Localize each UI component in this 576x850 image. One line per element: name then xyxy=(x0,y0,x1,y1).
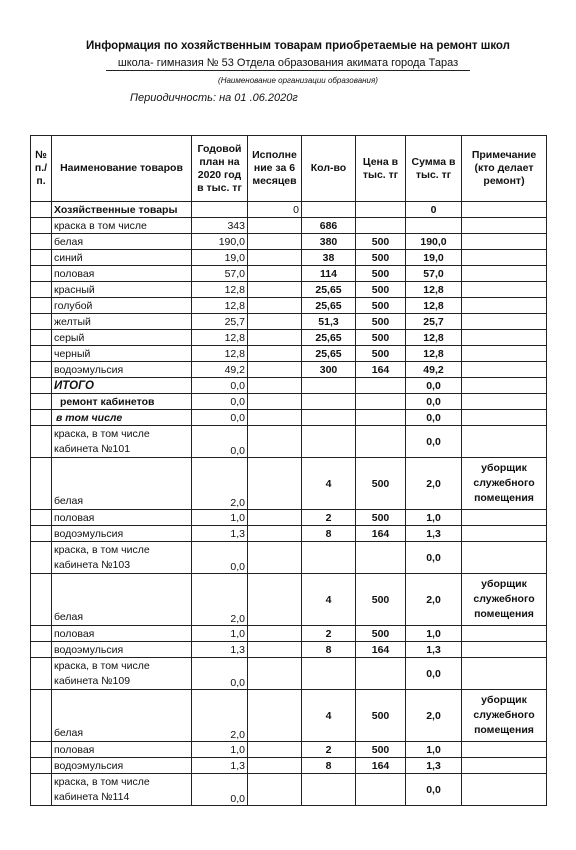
cell-sum: 1,0 xyxy=(406,510,462,526)
cell-sum: 1,0 xyxy=(406,626,462,642)
cell-number xyxy=(31,758,52,774)
col-header-note: Примечание (кто делает ремонт) xyxy=(462,136,547,202)
cell-name: водоэмульсия xyxy=(52,758,192,774)
table-row xyxy=(31,218,547,234)
cell-name: ремонт кабинетов xyxy=(52,394,192,410)
cell-note xyxy=(462,542,547,574)
cell-sum: 0,0 xyxy=(406,426,462,458)
organization-name xyxy=(0,57,576,69)
cell-price xyxy=(356,658,406,690)
cell-quantity: 25,65 xyxy=(302,298,356,314)
cell-execution xyxy=(248,314,302,330)
cell-execution xyxy=(248,346,302,362)
cell-sum: 57,0 xyxy=(406,266,462,282)
cell-price: 164 xyxy=(356,642,406,658)
table-row xyxy=(31,314,547,330)
cell-price: 164 xyxy=(356,758,406,774)
table-row xyxy=(31,774,547,806)
cell-name: синий xyxy=(52,250,192,266)
table-row xyxy=(31,410,547,426)
cell-plan: 0,0 xyxy=(192,426,248,458)
cell-number xyxy=(31,742,52,758)
cell-price xyxy=(356,378,406,394)
cell-quantity xyxy=(302,774,356,806)
table-row xyxy=(31,426,547,458)
cell-note xyxy=(462,362,547,378)
cell-name: ИТОГО xyxy=(52,378,192,394)
cell-name: водоэмульсия xyxy=(52,362,192,378)
cell-note xyxy=(462,526,547,542)
cell-quantity: 2 xyxy=(302,510,356,526)
cell-sum xyxy=(406,218,462,234)
table-row xyxy=(31,378,547,394)
cell-note xyxy=(462,774,547,806)
cell-price: 500 xyxy=(356,314,406,330)
table-row xyxy=(31,542,547,574)
cell-name: краска, в том числе кабинета №101 xyxy=(52,426,192,458)
goods-table xyxy=(30,135,547,806)
cell-plan: 25,7 xyxy=(192,314,248,330)
cell-quantity xyxy=(302,202,356,218)
cell-sum: 12,8 xyxy=(406,282,462,298)
cell-sum: 0 xyxy=(406,202,462,218)
cell-number xyxy=(31,314,52,330)
col-header-quantity: Кол-во xyxy=(302,136,356,202)
cell-plan: 2,0 xyxy=(192,574,248,626)
cell-plan: 12,8 xyxy=(192,282,248,298)
cell-sum: 1,3 xyxy=(406,526,462,542)
cell-execution xyxy=(248,742,302,758)
col-header-price: Цена в тыс. тг xyxy=(356,136,406,202)
cell-execution xyxy=(248,250,302,266)
cell-sum: 25,7 xyxy=(406,314,462,330)
cell-number xyxy=(31,626,52,642)
cell-quantity: 114 xyxy=(302,266,356,282)
cell-quantity: 25,65 xyxy=(302,346,356,362)
cell-plan: 0,0 xyxy=(192,774,248,806)
table-row xyxy=(31,346,547,362)
cell-note xyxy=(462,626,547,642)
cell-note: уборщик служебного помещения xyxy=(462,458,547,510)
cell-execution: 0 xyxy=(248,202,302,218)
table-row xyxy=(31,234,547,250)
cell-plan: 19,0 xyxy=(192,250,248,266)
cell-name: красный xyxy=(52,282,192,298)
cell-sum: 2,0 xyxy=(406,574,462,626)
cell-quantity: 2 xyxy=(302,742,356,758)
cell-plan: 49,2 xyxy=(192,362,248,378)
cell-quantity xyxy=(302,426,356,458)
cell-name: желтый xyxy=(52,314,192,330)
cell-execution xyxy=(248,658,302,690)
col-header-name: Наименование товаров xyxy=(52,136,192,202)
cell-quantity: 8 xyxy=(302,642,356,658)
cell-note: уборщик служебного помещения xyxy=(462,574,547,626)
cell-execution xyxy=(248,218,302,234)
cell-name: черный xyxy=(52,346,192,362)
cell-quantity xyxy=(302,658,356,690)
table-row xyxy=(31,362,547,378)
cell-plan: 1,3 xyxy=(192,526,248,542)
cell-price: 500 xyxy=(356,510,406,526)
cell-number xyxy=(31,658,52,690)
cell-number xyxy=(31,458,52,510)
cell-price: 500 xyxy=(356,330,406,346)
col-header-plan: Годовой план на 2020 год в тыс. тг xyxy=(192,136,248,202)
cell-execution xyxy=(248,574,302,626)
cell-note xyxy=(462,642,547,658)
table-row xyxy=(31,458,547,510)
cell-quantity: 25,65 xyxy=(302,330,356,346)
cell-number xyxy=(31,362,52,378)
cell-plan xyxy=(192,202,248,218)
cell-name: половая xyxy=(52,266,192,282)
cell-name: половая xyxy=(52,626,192,642)
cell-execution xyxy=(248,362,302,378)
cell-sum: 0,0 xyxy=(406,542,462,574)
cell-number xyxy=(31,526,52,542)
cell-plan: 2,0 xyxy=(192,690,248,742)
cell-name: половая xyxy=(52,742,192,758)
cell-plan: 0,0 xyxy=(192,410,248,426)
cell-price: 500 xyxy=(356,250,406,266)
cell-quantity: 38 xyxy=(302,250,356,266)
cell-plan: 0,0 xyxy=(192,378,248,394)
cell-note xyxy=(462,266,547,282)
cell-plan: 1,3 xyxy=(192,642,248,658)
cell-quantity: 4 xyxy=(302,690,356,742)
cell-name: краска, в том числе кабинета №103 xyxy=(52,542,192,574)
cell-number xyxy=(31,426,52,458)
cell-price xyxy=(356,774,406,806)
table-row xyxy=(31,266,547,282)
cell-sum: 0,0 xyxy=(406,774,462,806)
cell-name: краска, в том числе кабинета №114 xyxy=(52,774,192,806)
cell-price: 500 xyxy=(356,234,406,250)
organization-name-text: школа- гимназия № 53 Отдела образования акимата города Тараз xyxy=(106,57,470,71)
cell-execution xyxy=(248,378,302,394)
cell-sum: 19,0 xyxy=(406,250,462,266)
cell-price: 500 xyxy=(356,282,406,298)
cell-number xyxy=(31,510,52,526)
cell-sum: 0,0 xyxy=(406,658,462,690)
table-header-row xyxy=(31,136,547,202)
cell-quantity: 4 xyxy=(302,458,356,510)
cell-number xyxy=(31,774,52,806)
cell-note xyxy=(462,250,547,266)
cell-quantity xyxy=(302,542,356,574)
cell-plan: 12,8 xyxy=(192,330,248,346)
cell-quantity: 2 xyxy=(302,626,356,642)
table-row xyxy=(31,282,547,298)
cell-price: 500 xyxy=(356,626,406,642)
table-row xyxy=(31,690,547,742)
cell-sum: 12,8 xyxy=(406,298,462,314)
cell-sum: 2,0 xyxy=(406,458,462,510)
document-title: Информация по хозяйственным товарам приобретаемые на ремонт школ xyxy=(86,40,510,52)
cell-quantity: 4 xyxy=(302,574,356,626)
table-row xyxy=(31,626,547,642)
table-row xyxy=(31,742,547,758)
cell-note xyxy=(462,426,547,458)
cell-execution xyxy=(248,758,302,774)
table-body xyxy=(31,202,547,806)
cell-price: 500 xyxy=(356,742,406,758)
cell-note xyxy=(462,410,547,426)
cell-execution xyxy=(248,542,302,574)
cell-execution xyxy=(248,458,302,510)
cell-note xyxy=(462,510,547,526)
cell-number xyxy=(31,394,52,410)
cell-plan: 190,0 xyxy=(192,234,248,250)
cell-name: краска, в том числе кабинета №109 xyxy=(52,658,192,690)
cell-note xyxy=(462,202,547,218)
cell-number xyxy=(31,410,52,426)
cell-number xyxy=(31,346,52,362)
cell-quantity: 25,65 xyxy=(302,282,356,298)
cell-name: белая xyxy=(52,458,192,510)
table-row xyxy=(31,658,547,690)
cell-execution xyxy=(248,234,302,250)
cell-execution xyxy=(248,626,302,642)
cell-price xyxy=(356,542,406,574)
col-header-number: № п./п. xyxy=(31,136,52,202)
cell-name: водоэмульсия xyxy=(52,642,192,658)
cell-plan: 12,8 xyxy=(192,298,248,314)
cell-execution xyxy=(248,298,302,314)
cell-quantity xyxy=(302,394,356,410)
cell-sum: 12,8 xyxy=(406,346,462,362)
cell-name: водоэмульсия xyxy=(52,526,192,542)
cell-plan: 1,3 xyxy=(192,758,248,774)
cell-number xyxy=(31,266,52,282)
cell-sum: 1,3 xyxy=(406,758,462,774)
cell-name: белая xyxy=(52,690,192,742)
cell-note xyxy=(462,218,547,234)
cell-name: голубой xyxy=(52,298,192,314)
cell-number xyxy=(31,202,52,218)
cell-sum: 1,0 xyxy=(406,742,462,758)
cell-number xyxy=(31,574,52,626)
cell-execution xyxy=(248,774,302,806)
cell-plan: 0,0 xyxy=(192,658,248,690)
cell-plan: 1,0 xyxy=(192,510,248,526)
cell-quantity: 8 xyxy=(302,758,356,774)
cell-price: 164 xyxy=(356,526,406,542)
cell-plan: 1,0 xyxy=(192,626,248,642)
cell-note xyxy=(462,394,547,410)
cell-price: 164 xyxy=(356,362,406,378)
cell-price: 500 xyxy=(356,266,406,282)
col-header-execution: Исполне ние за 6 месяцев xyxy=(248,136,302,202)
cell-execution xyxy=(248,410,302,426)
cell-name: белая xyxy=(52,234,192,250)
cell-quantity: 8 xyxy=(302,526,356,542)
table-row xyxy=(31,298,547,314)
cell-note xyxy=(462,314,547,330)
cell-name: в том числе xyxy=(52,410,192,426)
cell-number xyxy=(31,542,52,574)
cell-execution xyxy=(248,526,302,542)
table-row xyxy=(31,758,547,774)
table-row xyxy=(31,330,547,346)
cell-execution xyxy=(248,690,302,742)
cell-execution xyxy=(248,330,302,346)
cell-note xyxy=(462,758,547,774)
cell-plan: 12,8 xyxy=(192,346,248,362)
cell-quantity xyxy=(302,378,356,394)
cell-plan: 1,0 xyxy=(192,742,248,758)
cell-number xyxy=(31,234,52,250)
cell-execution xyxy=(248,642,302,658)
cell-name: половая xyxy=(52,510,192,526)
cell-note xyxy=(462,658,547,690)
cell-sum: 0,0 xyxy=(406,394,462,410)
cell-number xyxy=(31,642,52,658)
cell-quantity: 686 xyxy=(302,218,356,234)
cell-sum: 0,0 xyxy=(406,378,462,394)
cell-plan: 0,0 xyxy=(192,394,248,410)
table-row xyxy=(31,510,547,526)
cell-number xyxy=(31,218,52,234)
period-label: Периодичность: на 01 .06.2020г xyxy=(130,92,298,104)
cell-price: 500 xyxy=(356,458,406,510)
cell-price: 500 xyxy=(356,346,406,362)
cell-price: 500 xyxy=(356,574,406,626)
cell-number xyxy=(31,378,52,394)
cell-note xyxy=(462,330,547,346)
cell-execution xyxy=(248,426,302,458)
cell-price: 500 xyxy=(356,690,406,742)
cell-execution xyxy=(248,282,302,298)
cell-price xyxy=(356,410,406,426)
cell-quantity xyxy=(302,410,356,426)
cell-plan: 343 xyxy=(192,218,248,234)
cell-name: краска в том числе xyxy=(52,218,192,234)
cell-note xyxy=(462,742,547,758)
cell-sum: 2,0 xyxy=(406,690,462,742)
cell-execution xyxy=(248,510,302,526)
cell-sum: 1,3 xyxy=(406,642,462,658)
cell-name: Хозяйственные товары xyxy=(52,202,192,218)
cell-note xyxy=(462,298,547,314)
cell-number xyxy=(31,330,52,346)
cell-note: уборщик служебного помещения xyxy=(462,690,547,742)
table-row xyxy=(31,526,547,542)
cell-price: 500 xyxy=(356,298,406,314)
cell-execution xyxy=(248,394,302,410)
cell-quantity: 300 xyxy=(302,362,356,378)
cell-execution xyxy=(248,266,302,282)
cell-plan: 0,0 xyxy=(192,542,248,574)
table-row xyxy=(31,394,547,410)
cell-note xyxy=(462,282,547,298)
cell-name: белая xyxy=(52,574,192,626)
cell-quantity: 380 xyxy=(302,234,356,250)
cell-quantity: 51,3 xyxy=(302,314,356,330)
cell-sum: 49,2 xyxy=(406,362,462,378)
cell-price xyxy=(356,202,406,218)
table-row xyxy=(31,250,547,266)
cell-number xyxy=(31,690,52,742)
cell-number xyxy=(31,282,52,298)
col-header-sum: Сумма в тыс. тг xyxy=(406,136,462,202)
cell-plan: 57,0 xyxy=(192,266,248,282)
table-row xyxy=(31,642,547,658)
cell-price xyxy=(356,426,406,458)
table-row xyxy=(31,574,547,626)
cell-price xyxy=(356,394,406,410)
organization-caption: (Наименование организации образования) xyxy=(218,76,378,85)
cell-price xyxy=(356,218,406,234)
cell-note xyxy=(462,346,547,362)
cell-number xyxy=(31,298,52,314)
table-row xyxy=(31,202,547,218)
cell-sum: 190,0 xyxy=(406,234,462,250)
cell-name: серый xyxy=(52,330,192,346)
cell-sum: 0,0 xyxy=(406,410,462,426)
cell-plan: 2,0 xyxy=(192,458,248,510)
cell-note xyxy=(462,378,547,394)
cell-number xyxy=(31,250,52,266)
cell-note xyxy=(462,234,547,250)
cell-sum: 12,8 xyxy=(406,330,462,346)
